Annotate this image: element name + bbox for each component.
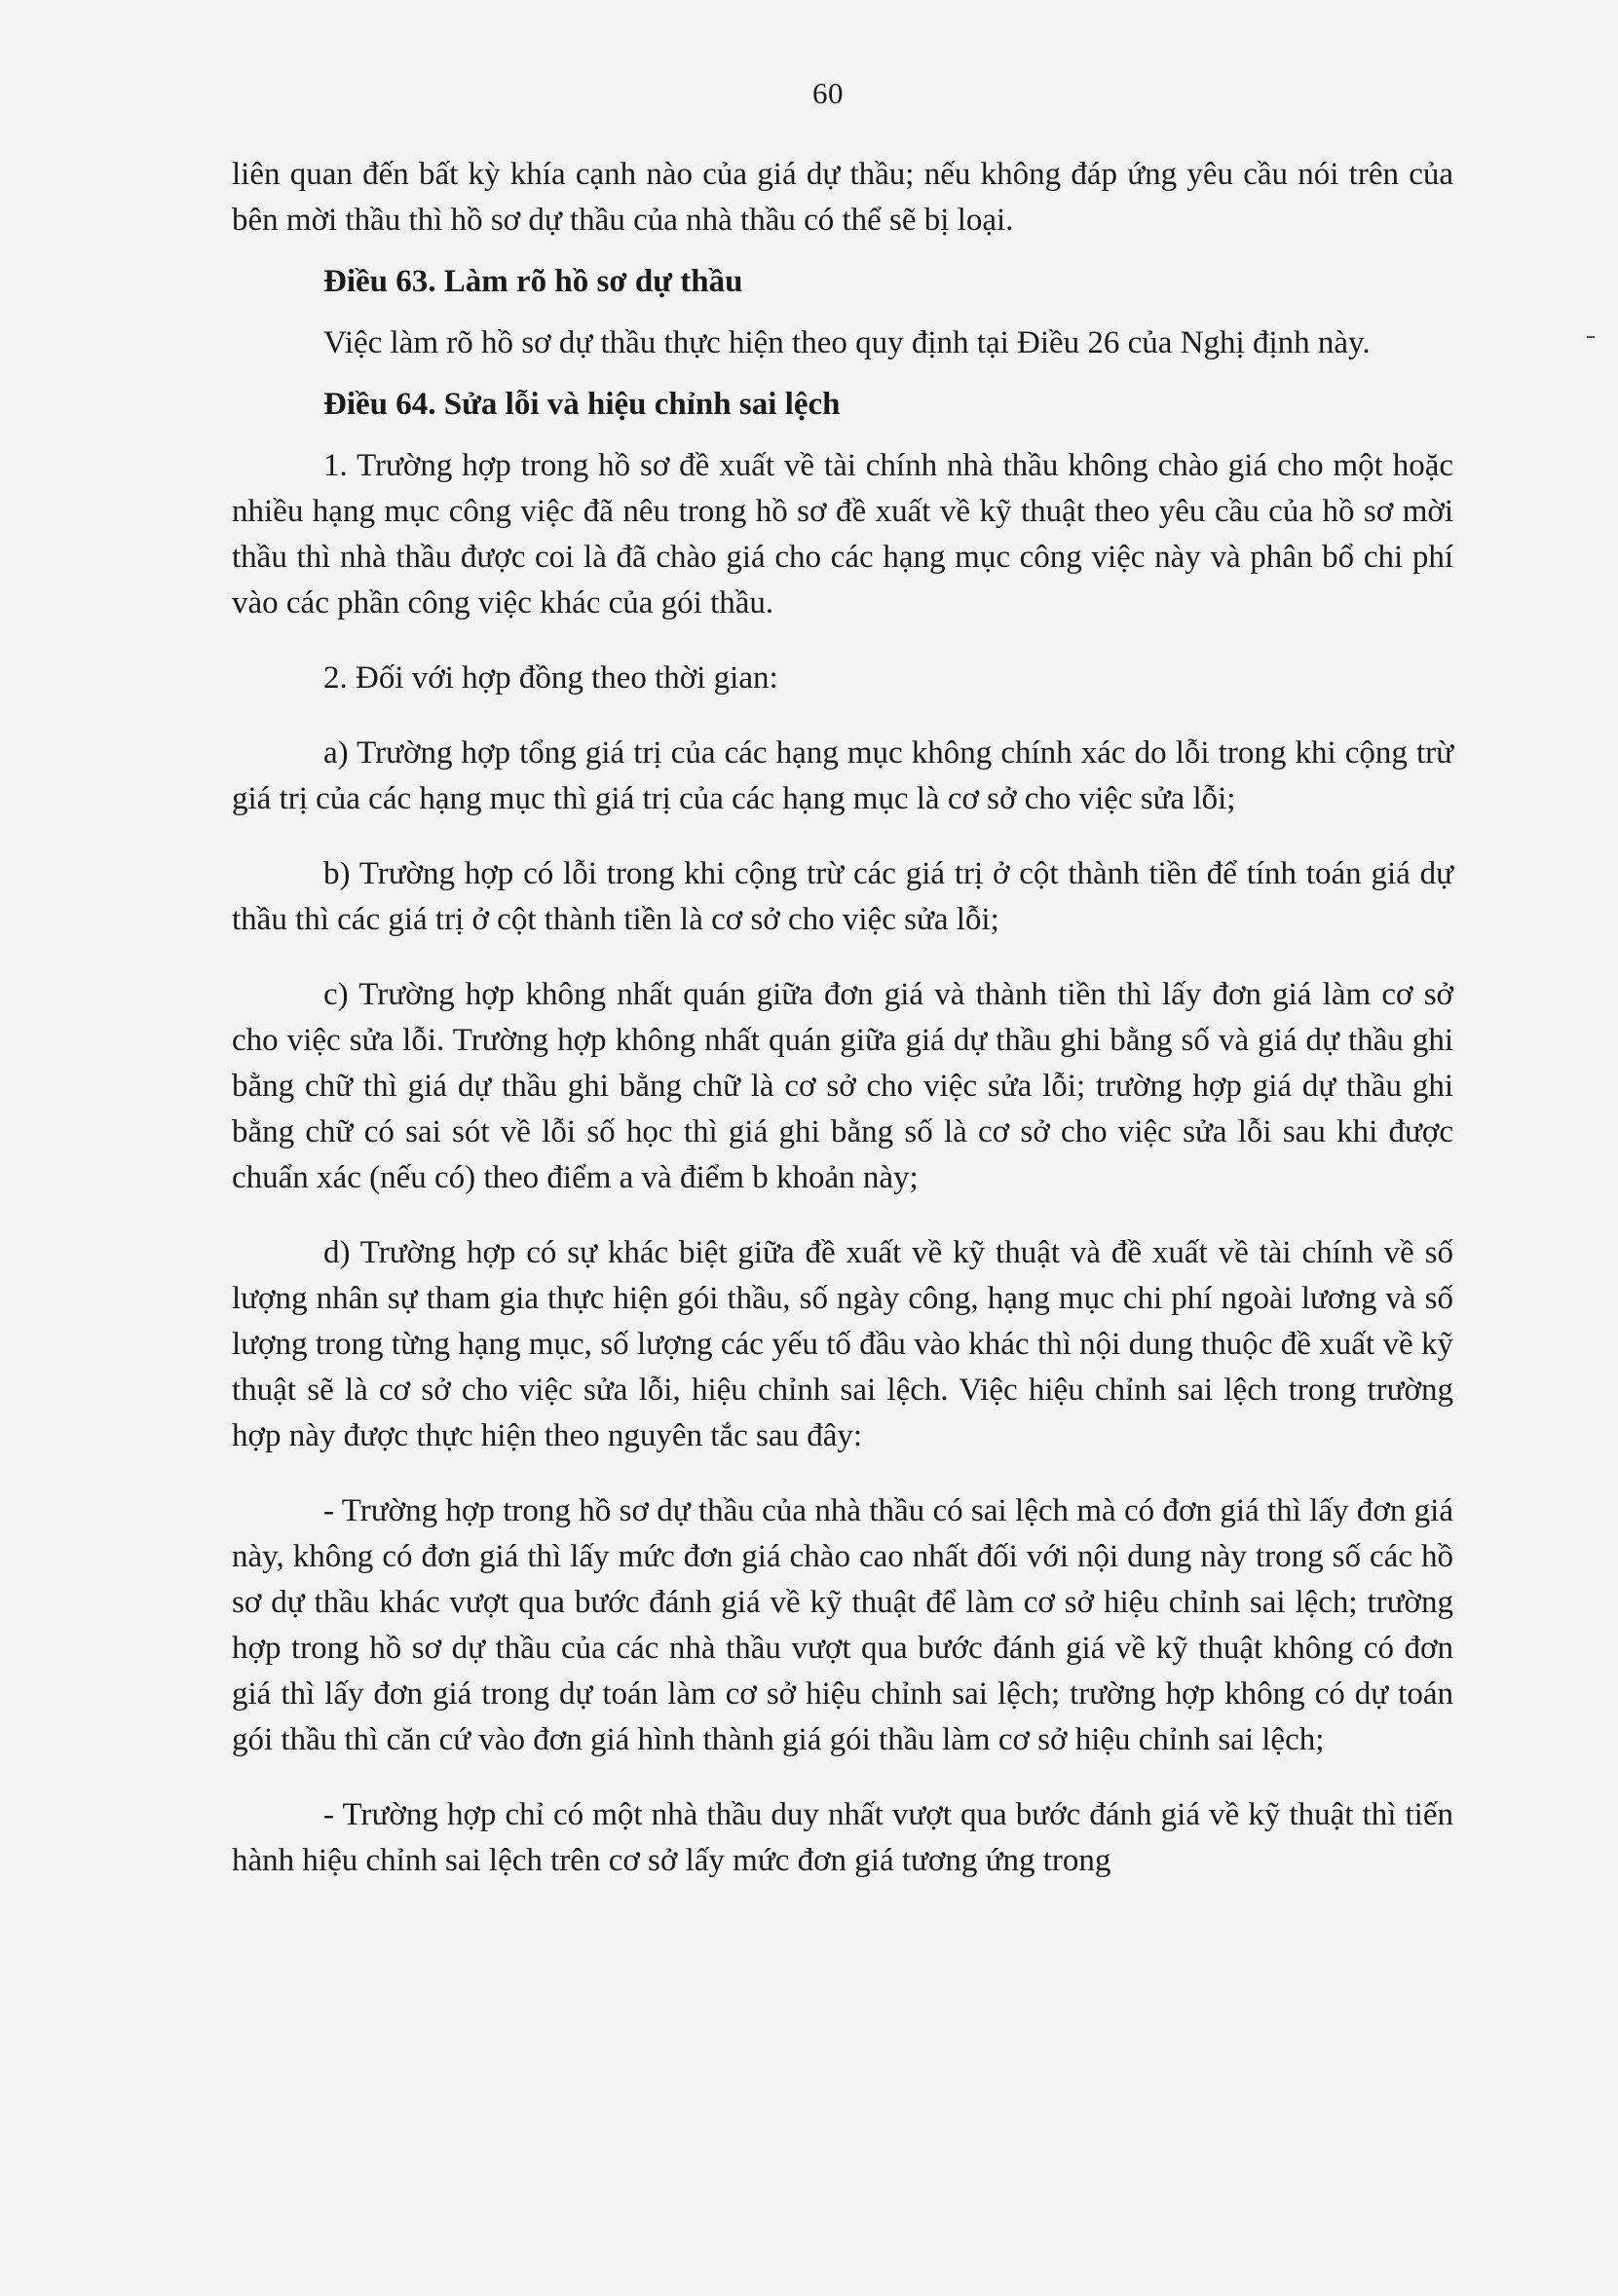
dash-item-2: - Trường hợp chỉ có một nhà thầu duy nhất vượt qua bước đánh giá về kỹ thuật thì tiến hành hiệu chỉnh sai lệch trên cơ sở lấy mức đơn giá tương ứng trong bbox=[232, 1797, 1453, 1878]
article-64-heading: Điều 64. Sửa lỗi và hiệu chỉnh sai lệch bbox=[323, 387, 841, 422]
point-b: b) Trường hợp có lỗi trong khi cộng trừ các giá trị ở cột thành tiền để tính toán giá dự thầu thì các giá trị ở cột thành tiền là cơ sở cho việc sửa lỗi; bbox=[232, 856, 1453, 937]
dash-item-1: - Trường hợp trong hồ sơ dự thầu của nhà thầu có sai lệch mà có đơn giá thì lấy đơn giá này, không có đơn giá thì lấy mức đơn giá chào cao nhất đối với nội dung này trong số các hồ sơ dự thầu khác vượt qua bước đánh giá về kỹ thuật để làm cơ sở hiệu chỉnh sai lệch; trường hợp trong hồ sơ dự thầu của các nhà thầu vượt qua bước đánh giá về kỹ thuật không có đơn giá thì lấy đơn giá trong dự toán làm cơ sở hiệu chỉnh sai lệch; trường hợp không có dự toán gói thầu thì căn cứ vào đơn giá hình thành giá gói thầu làm cơ sở hiệu chỉnh sai lệch; bbox=[232, 1493, 1453, 1757]
point-d: d) Trường hợp có sự khác biệt giữa đề xuất về kỹ thuật và đề xuất về tài chính về số lượng nhân sự tham gia thực hiện gói thầu, số ngày công, hạng mục chi phí ngoài lương và số lượng trong từng hạng mục, số lượng các yếu tố đầu vào khác thì nội dung thuộc đề xuất về kỹ thuật sẽ là cơ sở cho việc sửa lỗi, hiệu chỉnh sai lệch. Việc hiệu chỉnh sai lệch trong trường hợp này được thực hiện theo nguyên tắc sau đây: bbox=[232, 1235, 1453, 1453]
margin-mark bbox=[1587, 336, 1595, 338]
clause-1: 1. Trường hợp trong hồ sơ đề xuất về tài chính nhà thầu không chào giá cho một hoặc nhiều hạng mục công việc đã nêu trong hồ sơ đề xuất về kỹ thuật theo yêu cầu của hồ sơ mời thầu thì nhà thầu được coi là đã chào giá cho các hạng mục công việc này và phân bổ chi phí vào các phần công việc khác của gói thầu. bbox=[232, 448, 1453, 621]
clause-2: 2. Đối với hợp đồng theo thời gian: bbox=[323, 660, 778, 696]
document-body bbox=[232, 152, 1453, 1900]
article-63-text: Việc làm rõ hồ sơ dự thầu thực hiện theo quy định tại Điều 26 của Nghị định này. bbox=[323, 325, 1371, 360]
page-number: 60 bbox=[812, 76, 844, 110]
point-c: c) Trường hợp không nhất quán giữa đơn giá và thành tiền thì lấy đơn giá làm cơ sở cho việc sửa lỗi. Trường hợp không nhất quán giữa giá dự thầu ghi bằng số và giá dự thầu ghi bằng chữ thì giá dự thầu ghi bằng chữ là cơ sở cho việc sửa lỗi; trường hợp giá dự thầu ghi bằng chữ có sai sót về lỗi số học thì giá ghi bằng số là cơ sở cho việc sửa lỗi sau khi được chuẩn xác (nếu có) theo điểm a và điểm b khoản này; bbox=[232, 977, 1453, 1195]
article-63-heading: Điều 63. Làm rõ hồ sơ dự thầu bbox=[323, 264, 743, 299]
paragraph-continuation: liên quan đến bất kỳ khía cạnh nào của giá dự thầu; nếu không đáp ứng yêu cầu nói trên của bên mời thầu thì hồ sơ dự thầu của nhà thầu có thể sẽ bị loại. bbox=[232, 157, 1453, 238]
point-a: a) Trường hợp tổng giá trị của các hạng mục không chính xác do lỗi trong khi cộng trừ giá trị của các hạng mục thì giá trị của các hạng mục là cơ sở cho việc sửa lỗi; bbox=[232, 735, 1453, 816]
